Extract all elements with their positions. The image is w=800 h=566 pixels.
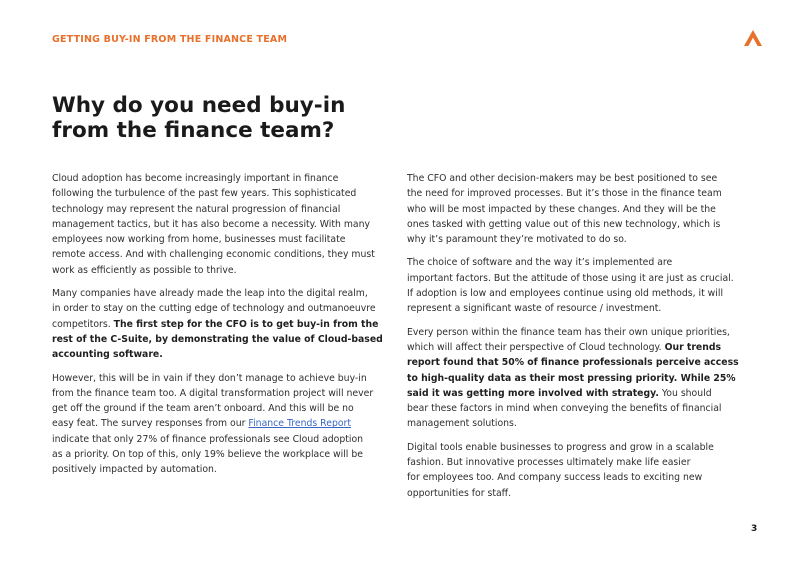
text-line: get off the ground if the team aren’t onboard. And this will be no bbox=[52, 403, 354, 415]
text-line: positively impacted by automation. bbox=[52, 464, 217, 476]
text-line: Many companies have already made the leap into the digital realm, bbox=[52, 288, 368, 300]
emphasis-text: The first step for the CFO is to get buy-in from the bbox=[113, 318, 379, 330]
page-title bbox=[52, 93, 345, 143]
text-line: Every person within the finance team has their own unique priorities, bbox=[407, 326, 730, 338]
emphasis-text: said it was getting more involved with strategy. bbox=[407, 387, 659, 399]
right-paragraph-1 bbox=[407, 171, 722, 247]
page-title-line-1: Why do you need buy-in bbox=[52, 93, 346, 118]
text-line: bear these factors in mind when conveying the benefits of financial bbox=[407, 403, 722, 415]
text-line: If adoption is low and employees continue using old methods, it will bbox=[407, 288, 724, 300]
text-line: fashion. But innovative processes ultimately make life easier bbox=[407, 457, 691, 469]
right-paragraph-3 bbox=[407, 325, 739, 432]
text-line: Cloud adoption has become increasingly important in finance bbox=[52, 173, 339, 184]
text-line: employees now working from home, businesses must facilitate bbox=[52, 234, 346, 246]
emphasis-text: accounting software. bbox=[52, 349, 163, 361]
left-column bbox=[52, 171, 383, 486]
right-paragraph-4 bbox=[407, 440, 714, 501]
left-paragraph-2 bbox=[52, 286, 383, 362]
section-header-label: GETTING BUY-IN FROM THE FINANCE TEAM bbox=[52, 34, 288, 45]
left-paragraph-3 bbox=[52, 371, 374, 478]
text-line: from the finance team too. A digital transformation project will never bbox=[52, 387, 374, 399]
text-line: as a priority. On top of this, only 19% believe the workplace will be bbox=[52, 449, 363, 461]
emphasis-text: to high-quality data as their most pressing priority. While 25% bbox=[407, 372, 736, 384]
text-line: The choice of software and the way it’s implemented are bbox=[407, 257, 673, 269]
page-number: 3 bbox=[751, 524, 758, 534]
right-column bbox=[407, 171, 739, 509]
text-line: indicate that only 27% of finance professionals see Cloud adoption bbox=[52, 433, 364, 445]
text-line: management solutions. bbox=[407, 418, 517, 430]
text-line: for employees too. And company success leads to exciting new bbox=[407, 472, 703, 484]
left-paragraph-1 bbox=[52, 171, 375, 278]
text-line: The CFO and other decision-makers may be best positioned to see bbox=[407, 173, 718, 184]
text-line: However, this will be in vain if they don’t manage to achieve buy-in bbox=[52, 372, 367, 384]
text-line: work as efficiently as possible to thrive. bbox=[52, 264, 237, 276]
chevron-up-logo-icon bbox=[744, 30, 762, 46]
text-line: opportunities for staff. bbox=[407, 487, 512, 499]
text-segment: You should bbox=[658, 387, 712, 399]
emphasis-text: report found that 50% of finance professionals perceive access bbox=[407, 357, 739, 369]
text-line: the need for improved processes. But it’s those in the finance team bbox=[407, 188, 722, 200]
text-line bbox=[407, 386, 712, 401]
text-segment: easy feat. The survey responses from our bbox=[52, 418, 249, 430]
text-line: Digital tools enable businesses to progress and grow in a scalable bbox=[407, 441, 714, 453]
right-paragraph-2 bbox=[407, 255, 734, 316]
text-segment: which will affect their perspective of Cloud technology. bbox=[407, 341, 665, 353]
text-line: remote access. And with challenging economic conditions, they must bbox=[52, 249, 375, 261]
text-line: in order to stay on the cutting edge of technology and outmanoeuvre bbox=[52, 303, 376, 315]
text-line: following the turbulence of the past few years. This sophisticated bbox=[52, 188, 357, 200]
text-line: why it’s paramount they’re motivated to do so. bbox=[407, 234, 627, 246]
text-line: technology may represent the natural progression of financial bbox=[52, 203, 341, 215]
text-line: who will be most impacted by these changes. And they will be the bbox=[407, 203, 716, 215]
text-line: ones tasked with getting value out of this new technology, which is bbox=[407, 218, 721, 230]
text-segment: competitors. bbox=[52, 318, 114, 330]
text-line bbox=[407, 340, 722, 355]
text-line bbox=[52, 317, 379, 332]
text-line bbox=[52, 416, 352, 431]
emphasis-text: Our trends bbox=[664, 341, 722, 353]
text-line: represent a significant waste of resource / investment. bbox=[407, 303, 662, 315]
text-line: management tactics, but it has also become a necessity. With many bbox=[52, 218, 370, 230]
finance-trends-report-link[interactable]: Finance Trends Report bbox=[248, 418, 352, 430]
page-title-line-2: from the finance team? bbox=[52, 118, 335, 143]
text-line: important factors. But the attitude of those using it are just as crucial. bbox=[407, 272, 734, 284]
emphasis-text: rest of the C-Suite, by demonstrating the value of Cloud-based bbox=[52, 333, 383, 345]
